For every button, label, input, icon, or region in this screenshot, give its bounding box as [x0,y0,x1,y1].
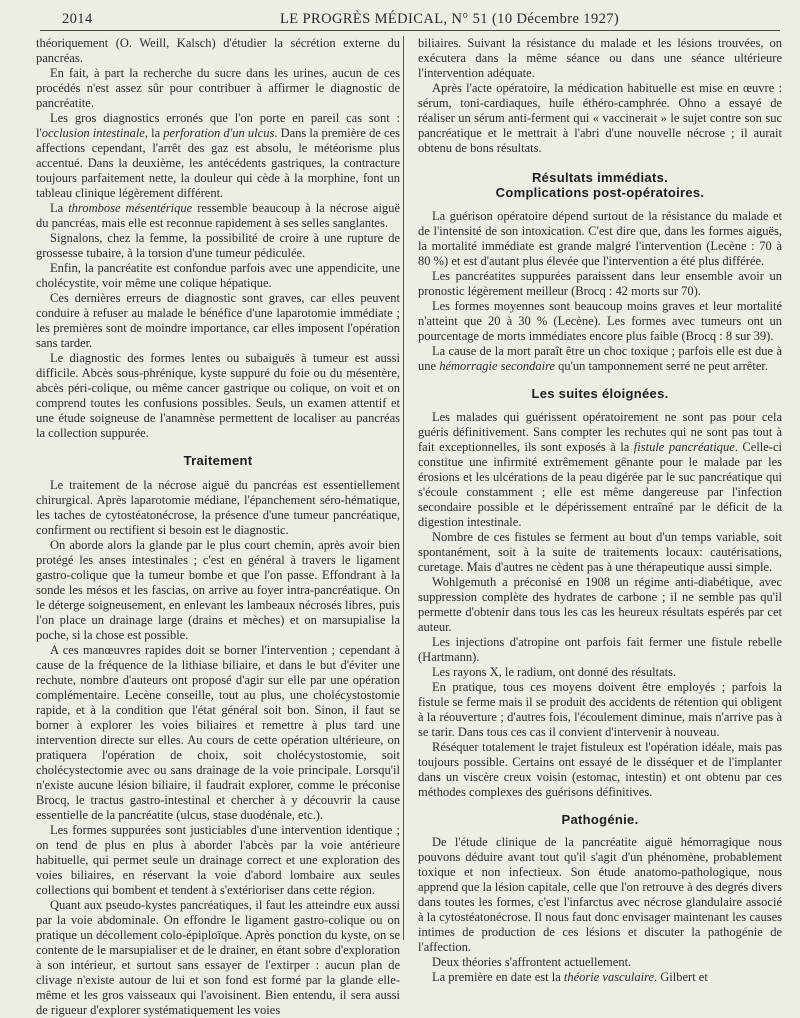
left-column [36,36,400,1018]
paragraph: Quant aux pseudo-kystes pancréatiques, il faut les atteindre eux aussi par la voie abdominale. On effondre le ligament gastro-colique ou on pratique un décollement colo-épiploïque. Après ponction du kyste, on se contente de le marsupialiser et de le drainer, en étant sobre d'exploration à son intérieur, et surtout sans essayer de l'extirper : aucun plan de clivage n'existe autour de lui et son fond est formé par la glande elle-même et les gros vaisseaux qui l'avoisinent. Bien entendu, il sera aussi de rigueur d'explorer systématiquement les voies [36,898,400,1017]
paragraph: Le diagnostic des formes lentes ou subaiguës à tumeur est aussi difficile. Abcès sous-phrénique, kyste suppuré du foie ou du mésentère, abcès péri-colique, ou même cancer gastrique ou colique, on voit et on comprend toutes les confusions possibles. Seuls, un examen attentif et une étude soigneuse de l'anamnèse permettent de localiser au pancréas la collection suppurée. [36,351,400,440]
paragraph: La thrombose mésentérique ressemble beaucoup à la nécrose aiguë du pancréas, mais elle est reconnue rapidement à ses selles sanglantes. [36,201,400,230]
paragraph: La guérison opératoire dépend surtout de la résistance du malade et de l'intensité de son intoxication. C'est dire que, dans les formes aiguës, la mortalité immédiate est grande malgré l'intervention (Lecène : 70 à 80 %) et est d'autant plus élevée que l'intervention a été plus différée. [418,209,782,268]
running-header [40,8,780,31]
paragraph: En fait, à part la recherche du sucre dans les urines, aucun de ces procédés n'est assez sûr pour contribuer à affirmer le diagnostic de pancréatite. [36,66,400,110]
paragraph: En pratique, tous ces moyens doivent être employés ; parfois la fistule se ferme mais il se produit des accidents de rétention qui obligent à la réouverture ; d'autres fois, l'écoulement diminue, mais n'arrive pas à se tarir. Dans tous ces cas il convient d'intervenir à nouveau. [418,680,782,739]
column-divider [403,36,404,940]
paragraph: Deux théories s'affrontent actuellement. [432,955,632,969]
paragraph: biliaires. Suivant la résistance du malade et les lésions trouvées, on exécutera dans la même séance ou dans une séance ultérieure l'intervention adéquate. [418,36,782,80]
paragraph: La cause de la mort paraît être un choc toxique ; parfois elle est due à une hémorragie secondaire qu'un tamponnement serré ne peut arrêter. [418,344,782,373]
paragraph: Wohlgemuth a préconisé en 1908 un régime anti-diabétique, avec suppression complète des hydrates de carbone ; il ne semble pas qu'il permette d'obtenir dans tous les cas les heureux résultats espérés par cet auteur. [418,575,782,634]
paragraph: Enfin, la pancréatite est confondue parfois avec une appendicite, une cholécystite, voir même une colique hépatique. [36,261,400,290]
paragraph: La première en date est la théorie vasculaire. Gilbert et [432,970,708,984]
section-heading-complications: Complications post-opératoires. [495,185,705,200]
paragraph: Après l'acte opératoire, la médication habituelle est mise en œuvre : sérum, toni-cardiaques, huile éthéro-camphrée. Ohno a essayé de réaliser un sérum anti-ferment qui « vaccinerait » le sujet contre son suc pancréatique et le mettrait à l'abri d'une nouvelle nécrose ; il aurait obtenu de bons résultats. [418,81,782,155]
section-heading-traitement: Traitement [183,453,253,468]
paragraph: Les rayons X, le radium, ont donné des résultats. [432,665,677,679]
paragraph: On aborde alors la glande par le plus court chemin, après avoir bien protégé les anses intestinales ; c'est en général à travers le ligament gastro-colique que la tumeur bombe et que l'on passe. Effondrant à la sonde les mésos et les fascias, on arrive au foyer intra-pancréatique. On le déterge soigneusement, en enlevant les lambeaux nécrosés libres, puis l'on place un drainage large (drains et mèches) et on marsupialise la poche, si la chose est possible. [36,538,400,642]
paragraph: A ces manœuvres rapides doit se borner l'intervention ; cependant à cause de la fréquence de la lithiase biliaire, et dans le but d'éviter une rechute, nombre d'auteurs ont proposé d'agir sur elle par une opération complémentaire. Lecène conseille, tout au plus, une cholécystostomie rapide, et à la condition que l'état général soit bon. Sinon, il faut se borner à explorer les voies biliaires et remettre à plus tard une intervention directe sur elles. Au cours de cette opération ultérieure, on pratiquera l'opération de choix, soit cholécystostomie, soit cholécystectomie avec ou sans drainage de la voie principale. Lorsqu'il n'existe aucune lésion biliaire, il faudrait explorer, comme le préconise Brocq, le tractus gastro-intestinal et chercher à y découvrir la cause essentielle de la pancréatite (ulcus, stase duodénale, etc.). [36,643,400,822]
paragraph: Les pancréatites suppurées paraissent dans leur ensemble avoir un pronostic légèrement meilleur (Brocq : 42 morts sur 70). [418,269,782,298]
section-heading-pathogenie: Pathogénie. [561,812,639,827]
paragraph: Réséquer totalement le trajet fistuleux est l'opération idéale, mais pas toujours possible. Certains ont essayé de le disséquer et de l'implanter dans un viscère creux voisin (estomac, intestin) et ont obtenu par ces méthodes complexes des guérisons définitives. [418,740,782,799]
right-column [418,36,782,985]
page-number: 2014 [62,11,93,27]
paragraph: De l'étude clinique de la pancréatite aiguë hémorragique nous pouvons déduire avant tout qu'il s'agit d'un phénomène, probablement toxique et non infectieux. Son étude anatomo-pathologique, nous apprend que la lésion capitale, celle que l'on retrouve à des degrés divers dans toutes les formes, c'est l'infarctus avec nécrose glandulaire associé à la cytostéatonécrose. Il nous faut donc envisager maintenant les causes intimes de production de ces lésions et discuter la pathogénie de l'affection. [418,835,782,954]
section-heading-resultats: Résultats immédiats. [531,170,669,185]
paragraph: Les injections d'atropine ont parfois fait fermer une fistule rebelle (Hartmann). [418,635,782,664]
paragraph: théoriquement (O. Weill, Kalsch) d'étudier la sécrétion externe du pancréas. [36,36,400,65]
paragraph: Les gros diagnostics erronés que l'on porte en pareil cas sont : l'occlusion intestinale, la perforation d'un ulcus. Dans la première de ces affections cependant, l'arrêt des gaz est absolu, le météorisme plus accentué. Dans la deuxième, les antécédents gastriques, la contracture toujours parfaitement nette, la douleur qui cède à la morphine, font un tableau clinique légèrement différent. [36,111,400,200]
section-heading-suites: Les suites éloignées. [531,386,669,401]
paragraph: Les malades qui guérissent opératoirement ne sont pas pour cela guéris définitivement. Sans compter les rechutes qui ne sont pas tout à fait exceptionnelles, ils sont exposés à la fistule pancréatique. Celle-ci constitue une infirmité extrêmement gênante pour le malade par les érosions et les ulcérations de la peau digérée par le suc pancréatique qui s'écoule constamment ; elle est même dangereuse par l'infection secondaire possible et le dépérissement entraîné par le déficit de la digestion intestinale. [418,410,782,529]
paragraph: Les formes suppurées sont justiciables d'une intervention identique ; on tend de plus en plus à aborder l'abcès par la voie antérieure habituelle, qui permet seule un drainage correct et une exploration des voies biliaires, en réservant la voie d'abord lombaire aux seules collections qui bombent et tendent à s'extérioriser dans cette région. [36,823,400,897]
paragraph: Les formes moyennes sont beaucoup moins graves et leur mortalité n'atteint que 20 à 30 % (Lecène). Les formes avec tumeurs ont un pourcentage de morts immédiates encore plus faible (Brocq : 8 sur 39). [418,299,782,343]
paragraph: Nombre de ces fistules se ferment au bout d'un temps variable, soit spontanément, soit à la suite de traitements locaux: cautérisations, curetage. Mais d'autres ne cèdent pas à une thérapeutique aussi simple. [418,530,782,574]
journal-title: LE PROGRÈS MÉDICAL, N° 51 (10 Décembre 1927) [280,11,620,27]
paragraph: Le traitement de la nécrose aiguë du pancréas est essentiellement chirurgical. Après laparotomie médiane, l'épanchement séro-hématique, les taches de cytostéatonécrose, la présence d'une tumeur pancréatique, confirment ou rectifient si besoin est le diagnostic. [36,478,400,537]
paragraph: Signalons, chez la femme, la possibilité de croire à une rupture de grossesse tubaire, à la torsion d'une tumeur pédiculée. [36,231,400,260]
paragraph: Ces dernières erreurs de diagnostic sont graves, car elles peuvent conduire à refuser au malade le bénéfice d'une laparotomie immédiate ; les premières sont de moindre importance, car elles imposent l'opération sans tarder. [36,291,400,350]
